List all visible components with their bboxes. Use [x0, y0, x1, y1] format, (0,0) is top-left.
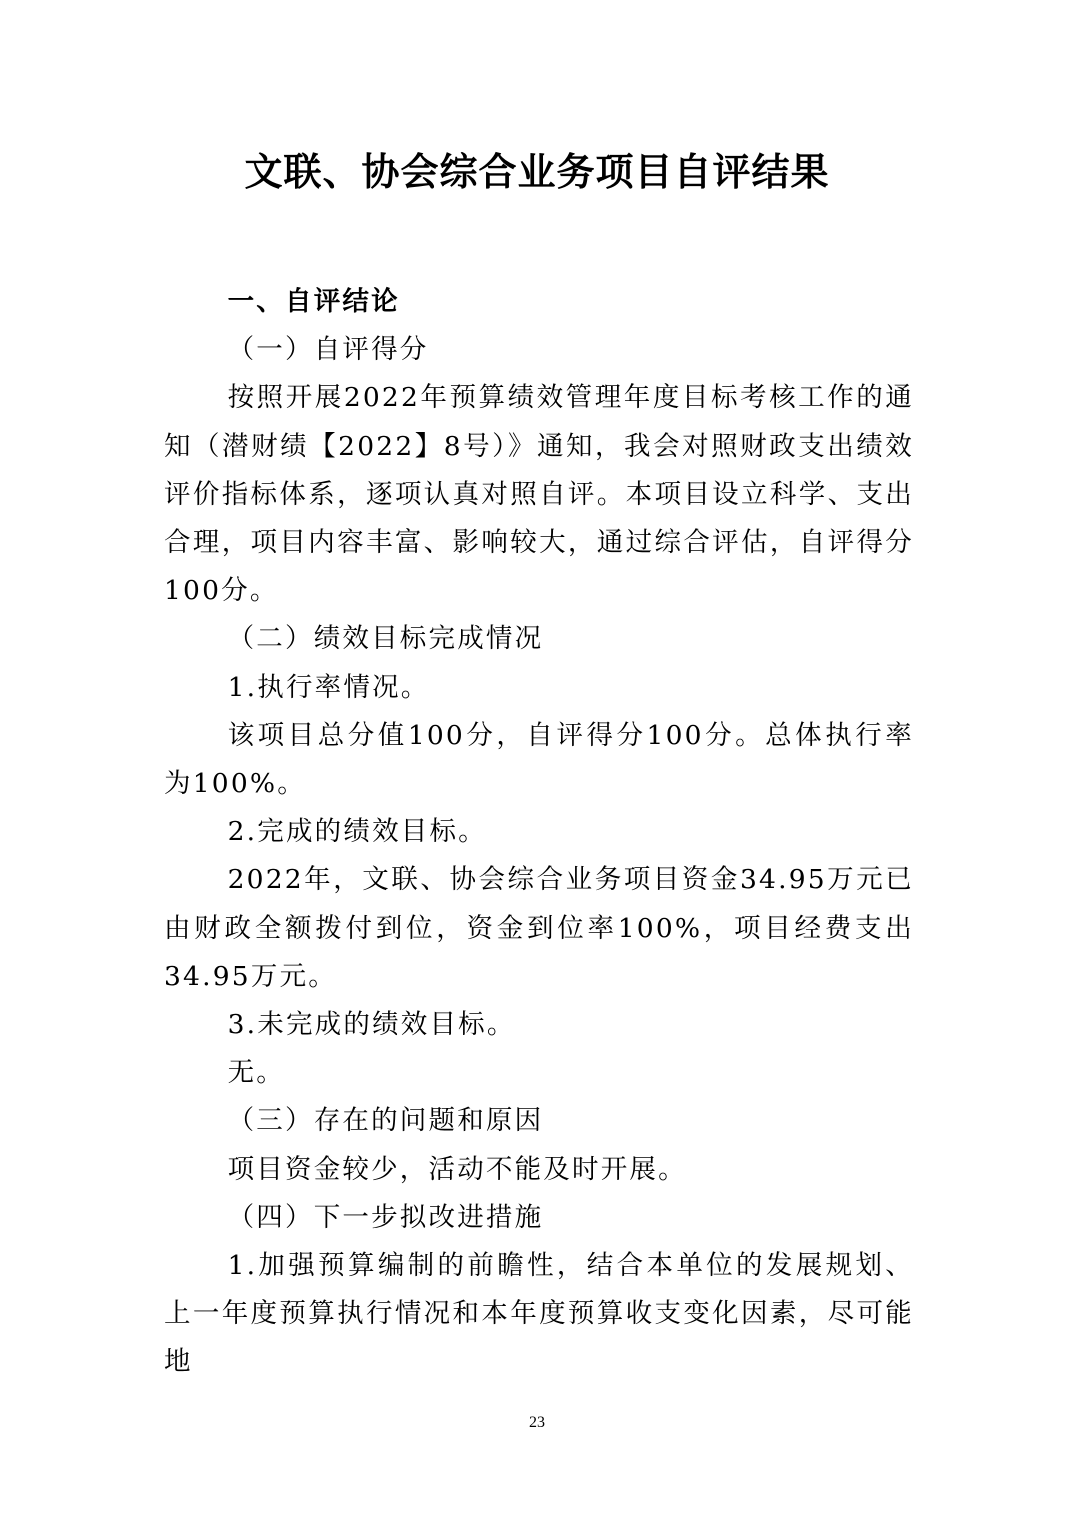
item-heading-uncompleted-goals: 3.未完成的绩效目标。: [227, 1009, 516, 1041]
paragraph-improvements: 1.加强预算编制的前瞻性，结合本单位的发展规划、上一年度预算执行情况和本年度预算收支变化因素，尽可能地: [164, 1250, 914, 1378]
document-body: [164, 278, 914, 1387]
subsection-heading-improvements: （四）下一步拟改进措施: [227, 1201, 544, 1233]
subsection-heading-problems: （三）存在的问题和原因: [227, 1105, 544, 1137]
subsection-heading-goals: （二）绩效目标完成情况: [227, 623, 544, 655]
paragraph-problems: 项目资金较少，活动不能及时开展。: [227, 1153, 687, 1185]
item-heading-completed-goals: 2.完成的绩效目标。: [227, 816, 487, 848]
document-title: 文联、协会综合业务项目自评结果: [244, 149, 830, 194]
item-heading-execution-rate: 1.执行率情况。: [227, 671, 430, 703]
paragraph-execution-rate: 该项目总分值100分，自评得分100分。总体执行率为100%。: [164, 719, 914, 800]
section-heading-conclusion: 一、自评结论: [227, 286, 400, 317]
paragraph-completed-goals: 2022年，文联、协会综合业务项目资金34.95万元已由财政全额拨付到位，资金到位率100%，项目经费支出34.95万元。: [164, 864, 914, 992]
page-number: 23: [529, 1414, 545, 1431]
paragraph-score-details: 按照开展2022年预算绩效管理年度目标考核工作的通知（潜财绩【2022】8号）》通知，我会对照财政支出绩效评价指标体系，逐项认真对照自评。本项目设立科学、支出合理，项目内容丰富、影响较大，通过综合评估，自评得分100分。: [164, 382, 914, 607]
paragraph-uncompleted-goals: 无。: [227, 1057, 285, 1089]
subsection-heading-score: （一）自评得分: [227, 334, 429, 366]
